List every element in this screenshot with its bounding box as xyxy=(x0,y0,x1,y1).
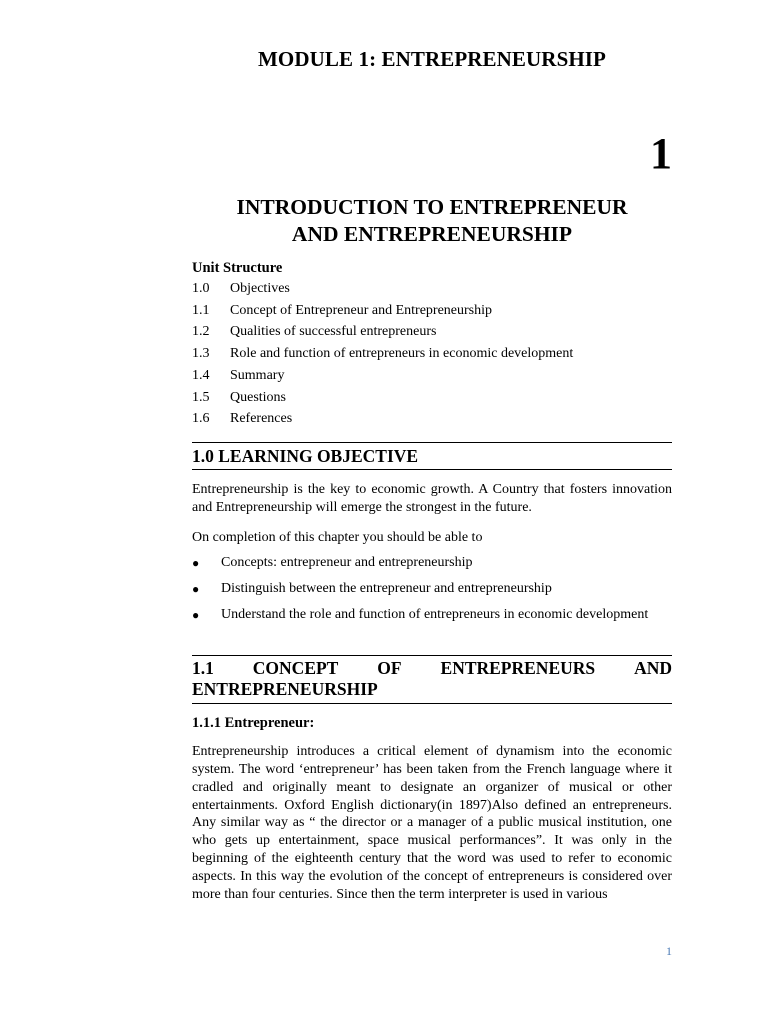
bullet-text: Distinguish between the entrepreneur and entrepreneurship xyxy=(221,581,552,596)
chapter-title-line2: AND ENTREPRENEURSHIP xyxy=(291,222,573,246)
bullet-text: Understand the role and function of entrepreneurs in economic development xyxy=(221,607,649,622)
unit-item xyxy=(192,387,672,409)
unit-item-number: 1.6 xyxy=(192,411,210,427)
unit-item xyxy=(192,321,672,343)
bullet-icon: ● xyxy=(192,582,200,596)
unit-item-number: 1.2 xyxy=(192,324,210,340)
chapter-number: 1 xyxy=(650,129,672,178)
heading-word: OF xyxy=(377,658,402,678)
unit-item-label: References xyxy=(230,411,293,427)
unit-item xyxy=(192,278,672,300)
list-item xyxy=(192,606,672,624)
heading-word: 1.1 xyxy=(192,658,214,678)
unit-item-label: Qualities of successful entrepreneurs xyxy=(230,324,437,340)
bullet-icon: ● xyxy=(192,608,200,622)
unit-structure xyxy=(192,258,672,430)
unit-item-number: 1.4 xyxy=(192,367,210,383)
unit-item-number: 1.3 xyxy=(192,346,210,362)
bullet-icon: ● xyxy=(192,556,200,570)
section-heading-line2: ENTREPRENEURSHIP xyxy=(192,679,378,699)
unit-item-label: Role and function of entrepreneurs in economic development xyxy=(230,346,574,362)
list-item xyxy=(192,554,672,572)
unit-item-label: Objectives xyxy=(230,281,290,296)
page-number: 1 xyxy=(666,944,672,958)
module-title: MODULE 1: ENTREPRENEURSHIP xyxy=(258,47,606,71)
objective-paragraph: Entrepreneurship is the key to economic growth. A Country that fosters innovation and Entrepreneurship will emerge the strongest in the future. xyxy=(192,482,672,515)
unit-item-number: 1.5 xyxy=(192,389,210,405)
unit-item-number: 1.0 xyxy=(192,281,210,296)
entrepreneur-paragraph: Entrepreneurship introduces a critical element of dynamism into the economic system. The word ‘entrepreneur’ has been taken from the French language where it cradled and originally meant to designate an organizer of musical or other entertainments. Oxford English dictionary(in 1897)Also defined an entrepreneurs. Any similar way as “ the director or a manager of a public musical institution, one who gets up entertainment, space musical performances”. It was only in the beginning of the eighteenth century that the word was used to refer to economic aspects. In this way the evolution of the concept of entrepreneurs is considered over more than four centuries. Since then the term interpreter is used in various xyxy=(192,744,672,902)
section-heading-line1 xyxy=(192,658,672,679)
unit-item xyxy=(192,408,672,430)
unit-item-number: 1.1 xyxy=(192,302,210,318)
unit-item-label: Summary xyxy=(230,367,285,383)
heading-word: AND xyxy=(634,658,672,678)
unit-item xyxy=(192,300,672,322)
chapter-title-line1: INTRODUCTION TO ENTREPRENEUR xyxy=(236,195,628,219)
objective-intro: On completion of this chapter you should be able to xyxy=(192,530,483,545)
unit-item xyxy=(192,365,672,387)
heading-word: ENTREPRENEURS xyxy=(440,658,596,678)
chapter-title xyxy=(192,194,672,248)
unit-item-label: Questions xyxy=(230,389,286,405)
unit-item xyxy=(192,343,672,365)
heading-word: CONCEPT xyxy=(252,658,339,678)
subheading-entrepreneur: 1.1.1 Entrepreneur: xyxy=(192,715,315,731)
unit-structure-heading: Unit Structure xyxy=(192,260,283,276)
bullet-text: Concepts: entrepreneur and entrepreneurship xyxy=(221,555,473,570)
section-heading-learning-objective: 1.0 LEARNING OBJECTIVE xyxy=(192,442,672,470)
section-heading-concept xyxy=(192,655,672,704)
objective-bullet-list xyxy=(192,554,672,632)
unit-item-label: Concept of Entrepreneur and Entrepreneurship xyxy=(230,302,493,318)
list-item xyxy=(192,580,672,598)
